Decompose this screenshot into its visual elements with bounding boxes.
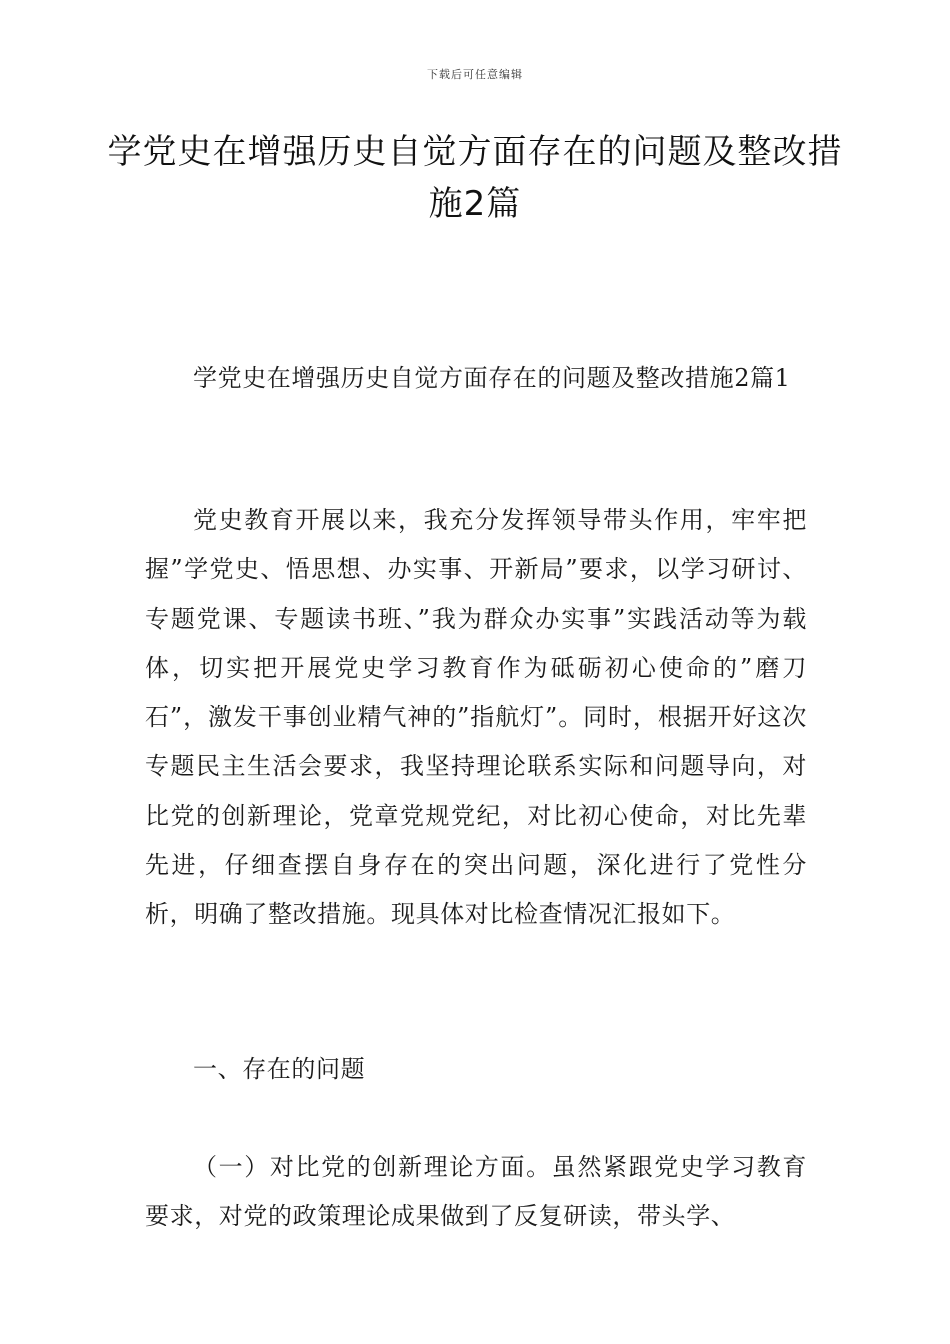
paragraph-subtitle: 学党史在增强历史自觉方面存在的问题及整改措施2篇1: [193, 364, 791, 392]
header-note: 下载后可任意编辑: [427, 68, 523, 81]
paragraph-item-1: （一）对比党的创新理论方面。虽然紧跟党史学习教育要求，对党的政策理论成果做到了反复研读，带头学、: [145, 1153, 807, 1231]
section-heading: 一、存在的问题: [193, 1055, 366, 1083]
document-title: 学党史在增强历史自觉方面存在的问题及整改措施2篇: [107, 132, 843, 224]
paragraph-intro: 党史教育开展以来，我充分发挥领导带头作用，牢牢把握”学党史、悟思想、办实事、开新局”要求，以学习研讨、专题党课、专题读书班、”我为群众办实事”实践活动等为载体，切实把开展党史学习教育作为砥砺初心使命的”磨刀石”，激发干事创业精气神的”指航灯”。同时，根据开好这次专题民主生活会要求，我坚持理论联系实际和问题导向，对比党的创新理论，党章党规党纪，对比初心使命，对比先辈先进，仔细查摆自身存在的突出问题，深化进行了党性分析，明确了整改措施。现具体对比检查情况汇报如下。: [145, 506, 807, 929]
